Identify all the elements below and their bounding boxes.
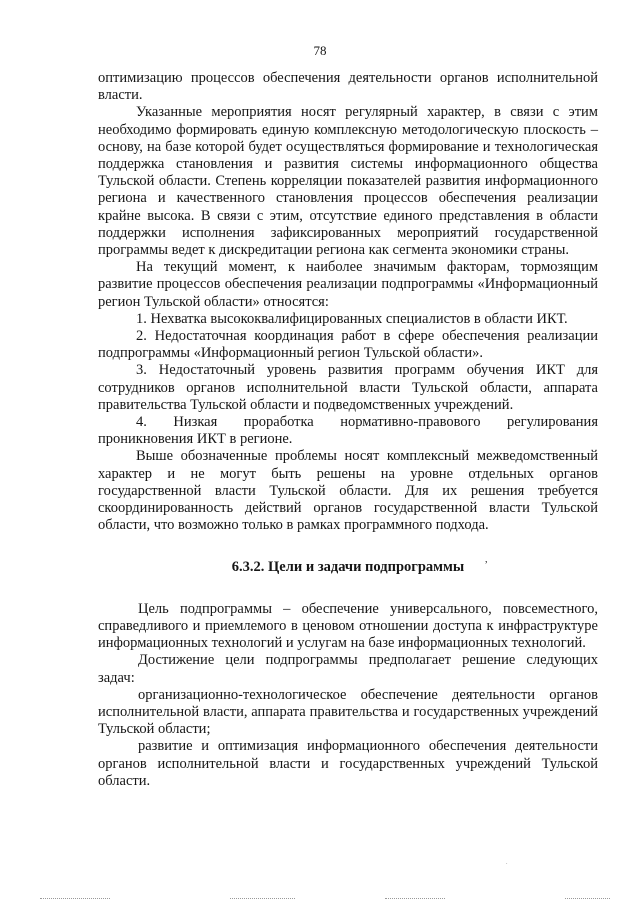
scan-artifact-line <box>40 896 110 899</box>
section-heading-text: 6.3.2. Цели и задачи подпрограммы <box>231 559 465 576</box>
list-item-task-1: организационно-технологическое обеспечение деятельности органов исполнительной власти, аппарата правительства и государственных учреждений Тульской области; <box>98 686 598 738</box>
scan-mark: , <box>485 554 488 566</box>
paragraph-factors-intro: На текущий момент, к наиболее значимым факторам, тормозящим развитие процессов обеспечения реализации подпрограммы «Информационный регион Тульской области» относятся: <box>98 259 598 310</box>
paragraph-goal: Цель подпрограммы – обеспечение универсального, повсеместного, справедливого и приемлемого в ценовом отношении доступа к инфраструктуре информационных технологий и услугам на базе информационных технологий. <box>98 600 598 652</box>
list-item-factor-2: 2. Недостаточная координация работ в сфере обеспечения реализации подпрограммы «Информационный регион Тульской области». <box>98 328 598 362</box>
page-body <box>98 70 598 790</box>
scan-artifact-line <box>565 896 610 899</box>
scan-artifact-line <box>230 896 295 899</box>
paragraph-problems: Выше обозначенные проблемы носят комплексный межведомственный характер и не могут быть решены на уровне отдельных органов государственной власти Тульской области. Для их решения требуется скоординированность действий органов государственной власти Тульской области, что возможно только в рамках программного подхода. <box>98 448 598 534</box>
section-heading <box>98 554 598 576</box>
paragraph-tasks-intro: Достижение цели подпрограммы предполагает решение следующих задач: <box>98 652 598 686</box>
list-item-task-2: развитие и оптимизация информационного обеспечения деятельности органов исполнительной власти и государственных учреждений Тульской области. <box>98 738 598 789</box>
paragraph-continuation: оптимизацию процессов обеспечения деятельности органов исполнительной власти. <box>98 70 598 104</box>
page-number: 78 <box>313 43 327 58</box>
scan-artifact-line <box>385 896 445 899</box>
paragraph-measures: Указанные мероприятия носят регулярный характер, в связи с этим необходимо формировать единую комплексную методологическую плоскость – основу, на базе которой будет осуществляться формирование и технологическая поддержка становления и развития системы информационного общества Тульской области. Степень корреляции показателей развития информационного региона и качественного становления процессов обеспечения реализации крайне высока. В связи с этим, отсутствие единого представления в области поддержки исполнения зафиксированных мероприятий государственной программы ведет к дискредитации региона как сегмента экономики страны. <box>98 104 598 259</box>
scan-speck: . <box>506 860 508 866</box>
list-item-factor-3: 3. Недостаточный уровень развития программ обучения ИКТ для сотрудников органов исполнительной власти Тульской области, аппарата правительства Тульской области и подведомственных учреждений. <box>98 362 598 413</box>
list-item-factor-4: 4. Низкая проработка нормативно-правового регулирования проникновения ИКТ в регионе. <box>98 414 598 448</box>
list-item-factor-1: 1. Нехватка высококвалифицированных специалистов в области ИКТ. <box>136 310 568 327</box>
